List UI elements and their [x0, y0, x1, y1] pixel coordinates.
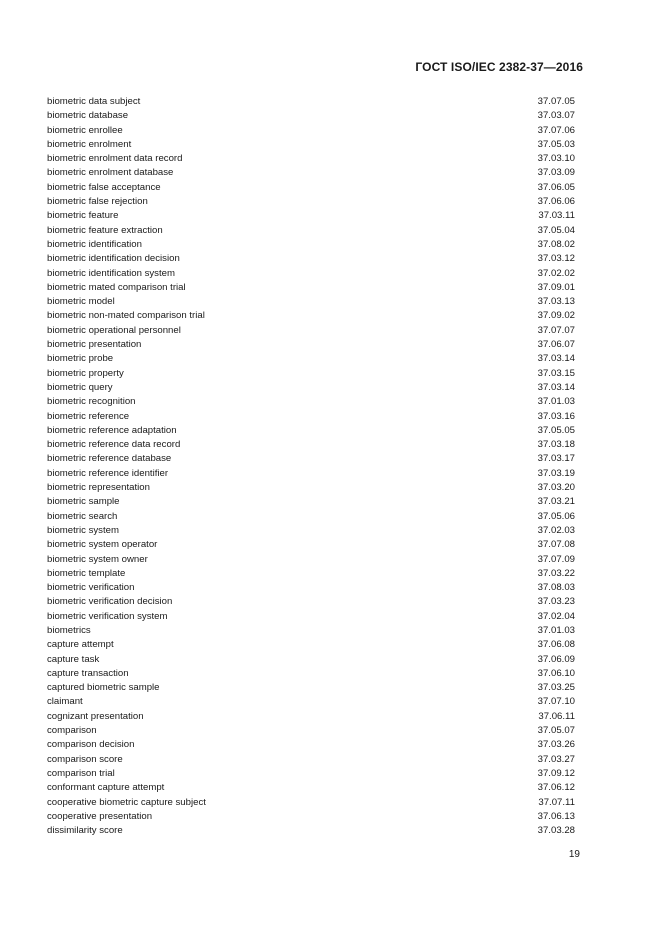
index-term: biometric enrolment data record: [47, 153, 183, 165]
index-entry: [47, 109, 575, 123]
index-term: biometric system operator: [47, 539, 158, 551]
index-reference-number: 37.06.07: [537, 339, 575, 351]
index-reference-number: 37.06.09: [537, 653, 575, 665]
index-entry: [47, 810, 575, 824]
index-entry: [47, 753, 575, 767]
index-reference-number: 37.06.06: [537, 196, 575, 208]
index-reference-number: 37.03.28: [537, 825, 575, 837]
index-term: biometric false rejection: [47, 196, 148, 208]
index-term: cooperative biometric capture subject: [47, 796, 206, 808]
index-reference-number: 37.06.13: [537, 810, 575, 822]
index-term: biometric representation: [47, 482, 150, 494]
index-term: claimant: [47, 696, 83, 708]
index-reference-number: 37.06.05: [537, 181, 575, 193]
index-term: capture task: [47, 653, 100, 665]
index-term: biometric enrolment: [47, 138, 132, 150]
index-reference-number: 37.07.06: [537, 124, 575, 136]
index-entry: [47, 338, 575, 352]
page-number: 19: [568, 849, 580, 860]
index-reference-number: 37.08.02: [537, 238, 575, 250]
index-term: biometric non-mated comparison trial: [47, 310, 205, 322]
index-term: biometric database: [47, 110, 129, 122]
index-reference-number: 37.03.25: [537, 682, 575, 694]
index-term: biometric verification: [47, 582, 135, 594]
index-entry: [47, 381, 575, 395]
index-entry: [47, 824, 575, 838]
index-entry: [47, 467, 575, 481]
index-entry: [47, 724, 575, 738]
index-term: biometric sample: [47, 496, 120, 508]
index-reference-number: 37.08.03: [537, 582, 575, 594]
index-entry: [47, 195, 575, 209]
index-entry: [47, 624, 575, 638]
index-term: biometrics: [47, 624, 91, 636]
index-entry: [47, 481, 575, 495]
index-reference-number: 37.03.14: [537, 353, 575, 365]
index-reference-number: 37.05.03: [537, 138, 575, 150]
index-term: dissimilarity score: [47, 825, 123, 837]
index-entry: [47, 352, 575, 366]
index-reference-number: 37.03.23: [537, 596, 575, 608]
index-reference-number: 37.03.11: [538, 210, 575, 222]
index-entry: [47, 610, 575, 624]
index-term: biometric reference identifier: [47, 467, 169, 479]
index-reference-number: 37.01.03: [537, 396, 575, 408]
index-reference-number: 37.09.01: [537, 281, 575, 293]
index-term: biometric mated comparison trial: [47, 281, 186, 293]
index-term: biometric feature: [47, 210, 119, 222]
index-term: biometric operational personnel: [47, 324, 181, 336]
index-reference-number: 37.03.16: [537, 410, 575, 422]
index-reference-number: 37.05.04: [537, 224, 575, 236]
index-reference-number: 37.06.12: [537, 782, 575, 794]
index-entry: [47, 653, 575, 667]
index-reference-number: 37.07.05: [537, 96, 575, 107]
index-reference-number: 37.03.21: [537, 496, 575, 508]
index-entry: [47, 438, 575, 452]
index-entry: [47, 252, 575, 266]
index-entry: [47, 595, 575, 609]
index-reference-number: 37.06.08: [537, 639, 575, 651]
index-reference-number: 37.03.20: [537, 482, 575, 494]
index-entry: [47, 410, 575, 424]
index-reference-number: 37.02.04: [537, 610, 575, 622]
index-entry: [47, 124, 575, 138]
index-reference-number: 37.05.05: [537, 424, 575, 436]
index-term: biometric identification decision: [47, 253, 180, 265]
index-term: comparison score: [47, 753, 123, 765]
index-reference-number: 37.09.12: [537, 767, 575, 779]
index-reference-number: 37.03.19: [537, 467, 575, 479]
index-term: conformant capture attempt: [47, 782, 165, 794]
index-reference-number: 37.03.22: [537, 567, 575, 579]
index-term: biometric data subject: [47, 96, 141, 107]
index-term: biometric identification: [47, 238, 142, 250]
term-index-list: [47, 95, 575, 838]
index-reference-number: 37.03.07: [537, 110, 575, 122]
index-reference-number: 37.02.02: [537, 267, 575, 279]
index-term: biometric reference database: [47, 453, 172, 465]
index-entry: [47, 267, 575, 281]
index-entry: [47, 638, 575, 652]
index-entry: [47, 281, 575, 295]
index-entry: [47, 367, 575, 381]
index-entry: [47, 667, 575, 681]
index-reference-number: 37.07.08: [537, 539, 575, 551]
index-term: cognizant presentation: [47, 710, 144, 722]
index-entry: [47, 495, 575, 509]
standard-header: ГОСТ ISO/IEC 2382-37—2016: [415, 60, 583, 74]
index-entry: [47, 395, 575, 409]
index-entry: [47, 138, 575, 152]
index-reference-number: 37.05.07: [537, 725, 575, 737]
index-entry: [47, 553, 575, 567]
index-term: biometric reference data record: [47, 439, 181, 451]
index-reference-number: 37.03.10: [537, 153, 575, 165]
index-term: biometric false acceptance: [47, 181, 161, 193]
index-entry: [47, 538, 575, 552]
index-reference-number: 37.07.10: [537, 696, 575, 708]
index-reference-number: 37.03.27: [537, 753, 575, 765]
index-entry: [47, 781, 575, 795]
index-entry: [47, 710, 575, 724]
index-term: biometric reference adaptation: [47, 424, 177, 436]
index-term: biometric query: [47, 381, 113, 393]
index-term: biometric template: [47, 567, 126, 579]
index-reference-number: 37.03.14: [537, 381, 575, 393]
index-entry: [47, 695, 575, 709]
index-reference-number: 37.05.06: [537, 510, 575, 522]
index-reference-number: 37.03.12: [537, 253, 575, 265]
index-entry: [47, 324, 575, 338]
index-reference-number: 37.07.11: [538, 796, 575, 808]
index-entry: [47, 95, 575, 109]
index-entry: [47, 238, 575, 252]
index-term: biometric property: [47, 367, 124, 379]
index-entry: [47, 181, 575, 195]
index-term: biometric verification system: [47, 610, 168, 622]
index-reference-number: 37.01.03: [537, 624, 575, 636]
index-entry: [47, 166, 575, 180]
index-entry: [47, 209, 575, 223]
index-reference-number: 37.03.15: [537, 367, 575, 379]
index-entry: [47, 309, 575, 323]
index-term: biometric enrolment database: [47, 167, 174, 179]
index-term: captured biometric sample: [47, 682, 160, 694]
index-reference-number: 37.07.07: [537, 324, 575, 336]
index-entry: [47, 152, 575, 166]
index-term: capture attempt: [47, 639, 114, 651]
index-term: biometric identification system: [47, 267, 175, 279]
index-reference-number: 37.03.17: [537, 453, 575, 465]
index-entry: [47, 424, 575, 438]
index-reference-number: 37.02.03: [537, 524, 575, 536]
index-entry: [47, 681, 575, 695]
index-entry: [47, 295, 575, 309]
index-term: biometric feature extraction: [47, 224, 163, 236]
index-entry: [47, 452, 575, 466]
index-term: biometric presentation: [47, 339, 142, 351]
index-term: biometric system owner: [47, 553, 148, 565]
index-term: biometric system: [47, 524, 119, 536]
index-reference-number: 37.03.18: [537, 439, 575, 451]
index-term: biometric reference: [47, 410, 130, 422]
index-term: biometric enrollee: [47, 124, 123, 136]
index-entry: [47, 796, 575, 810]
index-entry: [47, 224, 575, 238]
index-entry: [47, 581, 575, 595]
index-entry: [47, 567, 575, 581]
index-term: comparison: [47, 725, 97, 737]
index-reference-number: 37.09.02: [537, 310, 575, 322]
index-term: cooperative presentation: [47, 810, 153, 822]
index-reference-number: 37.06.10: [537, 667, 575, 679]
index-reference-number: 37.06.11: [538, 710, 575, 722]
index-term: biometric model: [47, 296, 115, 308]
index-term: comparison decision: [47, 739, 135, 751]
index-entry: [47, 767, 575, 781]
index-term: capture transaction: [47, 667, 129, 679]
index-entry: [47, 510, 575, 524]
index-entry: [47, 524, 575, 538]
index-term: biometric search: [47, 510, 118, 522]
index-reference-number: 37.03.09: [537, 167, 575, 179]
index-entry: [47, 738, 575, 752]
index-reference-number: 37.03.13: [537, 296, 575, 308]
index-term: biometric probe: [47, 353, 114, 365]
index-reference-number: 37.03.26: [537, 739, 575, 751]
index-reference-number: 37.07.09: [537, 553, 575, 565]
index-term: biometric verification decision: [47, 596, 173, 608]
index-term: biometric recognition: [47, 396, 136, 408]
index-term: comparison trial: [47, 767, 115, 779]
